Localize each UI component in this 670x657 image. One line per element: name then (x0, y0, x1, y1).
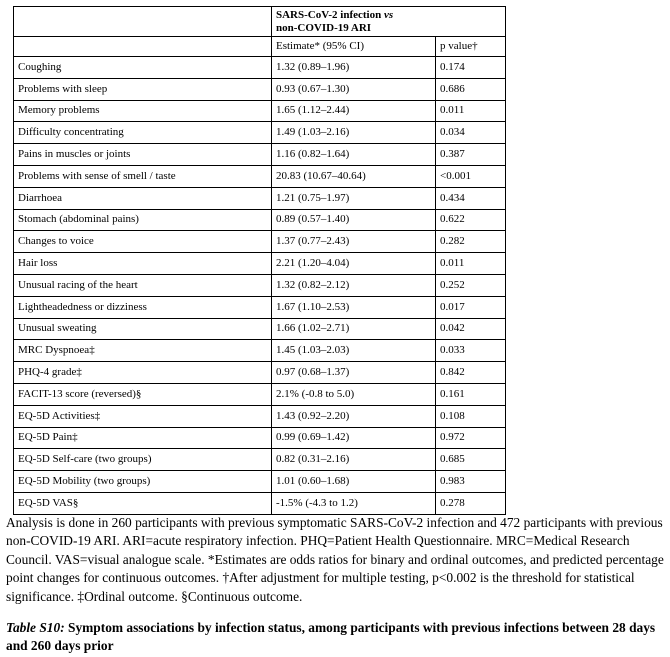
pvalue-cell: 0.011 (436, 100, 506, 122)
estimate-cell: 1.66 (1.02–2.71) (272, 318, 436, 340)
pvalue-cell: 0.842 (436, 362, 506, 384)
symptom-cell: Difficulty concentrating (14, 122, 272, 144)
table-row (14, 383, 506, 405)
symptom-cell: Diarrhoea (14, 187, 272, 209)
estimate-cell: 1.45 (1.03–2.03) (272, 340, 436, 362)
symptom-cell: EQ-5D VAS§ (14, 492, 272, 514)
symptom-cell: Unusual sweating (14, 318, 272, 340)
results-table-wrapper (13, 6, 506, 515)
pvalue-cell: 0.011 (436, 253, 506, 275)
pvalue-cell: 0.686 (436, 78, 506, 100)
estimate-cell: 0.97 (0.68–1.37) (272, 362, 436, 384)
pvalue-cell: 0.017 (436, 296, 506, 318)
table-footnotes: Analysis is done in 260 participants with previous symptomatic SARS-CoV-2 infection and 472 participants with previous non-COVID-19 ARI. ARI=acute respiratory infection. PHQ=Patient Health Questionnaire. MRC=Medical Research Council. VAS=visual analogue scale. *Estimates are odds ratios for binary and ordinal outcomes, and predicted percentage point changes for continuous outcomes. †After adjustment for multiple testing, p<0.002 is the threshold for statistical significance. ‡Ordinal outcome. §Continuous outcome. (6, 515, 664, 604)
table-row (14, 231, 506, 253)
header-empty-cell (14, 7, 272, 37)
table-row (14, 78, 506, 100)
pvalue-cell: 0.282 (436, 231, 506, 253)
group-title-part1: SARS-CoV-2 infection (276, 8, 384, 21)
estimate-cell: 20.83 (10.67–40.64) (272, 165, 436, 187)
pvalue-column-header: p value† (436, 37, 506, 57)
symptom-cell: Stomach (abdominal pains) (14, 209, 272, 231)
table-row (14, 57, 506, 79)
estimate-cell: 0.93 (0.67–1.30) (272, 78, 436, 100)
estimate-cell: 1.43 (0.92–2.20) (272, 405, 436, 427)
table-row (14, 209, 506, 231)
symptom-cell: Pains in muscles or joints (14, 144, 272, 166)
table-row (14, 165, 506, 187)
estimate-cell: 1.49 (1.03–2.16) (272, 122, 436, 144)
pvalue-cell: 0.983 (436, 471, 506, 493)
table-row (14, 449, 506, 471)
pvalue-cell: 0.174 (436, 57, 506, 79)
pvalue-cell: 0.161 (436, 383, 506, 405)
table-row (14, 122, 506, 144)
symptom-associations-table (13, 6, 506, 515)
pvalue-cell: 0.252 (436, 274, 506, 296)
table-row (14, 427, 506, 449)
estimate-cell: 1.32 (0.89–1.96) (272, 57, 436, 79)
group-title-part2: non-COVID-19 ARI (276, 21, 372, 34)
header-row-group (14, 7, 506, 37)
table-row (14, 318, 506, 340)
pvalue-cell: 0.685 (436, 449, 506, 471)
symptom-cell: Hair loss (14, 253, 272, 275)
symptom-cell: Problems with sense of smell / taste (14, 165, 272, 187)
estimate-cell: 2.21 (1.20–4.04) (272, 253, 436, 275)
table-row (14, 100, 506, 122)
table-caption (6, 619, 666, 656)
pvalue-cell: <0.001 (436, 165, 506, 187)
estimate-column-header: Estimate* (95% CI) (272, 37, 436, 57)
header-row-columns (14, 37, 506, 57)
symptom-cell: Unusual racing of the heart (14, 274, 272, 296)
symptom-cell: Memory problems (14, 100, 272, 122)
estimate-cell: 1.65 (1.12–2.44) (272, 100, 436, 122)
symptom-cell: EQ-5D Pain‡ (14, 427, 272, 449)
pvalue-cell: 0.972 (436, 427, 506, 449)
table-row (14, 405, 506, 427)
symptom-cell: Problems with sleep (14, 78, 272, 100)
group-title-vs: vs (383, 8, 394, 21)
table-row (14, 340, 506, 362)
estimate-cell: 1.01 (0.60–1.68) (272, 471, 436, 493)
estimate-cell: 0.99 (0.69–1.42) (272, 427, 436, 449)
pvalue-cell: 0.278 (436, 492, 506, 514)
caption-text: Symptom associations by infection status, among participants with previous infections between 28 days and 260 days prior (6, 620, 656, 654)
symptom-cell: EQ-5D Self-care (two groups) (14, 449, 272, 471)
table-row (14, 492, 506, 514)
symptom-cell: Lightheadedness or dizziness (14, 296, 272, 318)
pvalue-cell: 0.387 (436, 144, 506, 166)
estimate-cell: 2.1% (-0.8 to 5.0) (272, 383, 436, 405)
estimate-cell: 0.89 (0.57–1.40) (272, 209, 436, 231)
estimate-cell: 1.16 (0.82–1.64) (272, 144, 436, 166)
caption-label: Table S10: (6, 620, 65, 635)
symptom-cell: Coughing (14, 57, 272, 79)
symptom-cell: PHQ-4 grade‡ (14, 362, 272, 384)
table-row (14, 362, 506, 384)
table-row (14, 296, 506, 318)
table-row (14, 144, 506, 166)
table-row (14, 253, 506, 275)
estimate-cell: 1.21 (0.75–1.97) (272, 187, 436, 209)
pvalue-cell: 0.042 (436, 318, 506, 340)
table-row (14, 471, 506, 493)
estimate-cell: 1.37 (0.77–2.43) (272, 231, 436, 253)
pvalue-cell: 0.108 (436, 405, 506, 427)
symptom-cell: EQ-5D Mobility (two groups) (14, 471, 272, 493)
estimate-cell: 0.82 (0.31–2.16) (272, 449, 436, 471)
estimate-cell: 1.67 (1.10–2.53) (272, 296, 436, 318)
pvalue-cell: 0.434 (436, 187, 506, 209)
header-empty-cell (14, 37, 272, 57)
symptom-cell: FACIT-13 score (reversed)§ (14, 383, 272, 405)
comparison-group-header (272, 7, 506, 37)
symptom-cell: Changes to voice (14, 231, 272, 253)
pvalue-cell: 0.033 (436, 340, 506, 362)
table-row (14, 274, 506, 296)
pvalue-cell: 0.034 (436, 122, 506, 144)
estimate-cell: 1.32 (0.82–2.12) (272, 274, 436, 296)
estimate-cell: -1.5% (-4.3 to 1.2) (272, 492, 436, 514)
table-row (14, 187, 506, 209)
symptom-cell: EQ-5D Activities‡ (14, 405, 272, 427)
pvalue-cell: 0.622 (436, 209, 506, 231)
symptom-cell: MRC Dyspnoea‡ (14, 340, 272, 362)
